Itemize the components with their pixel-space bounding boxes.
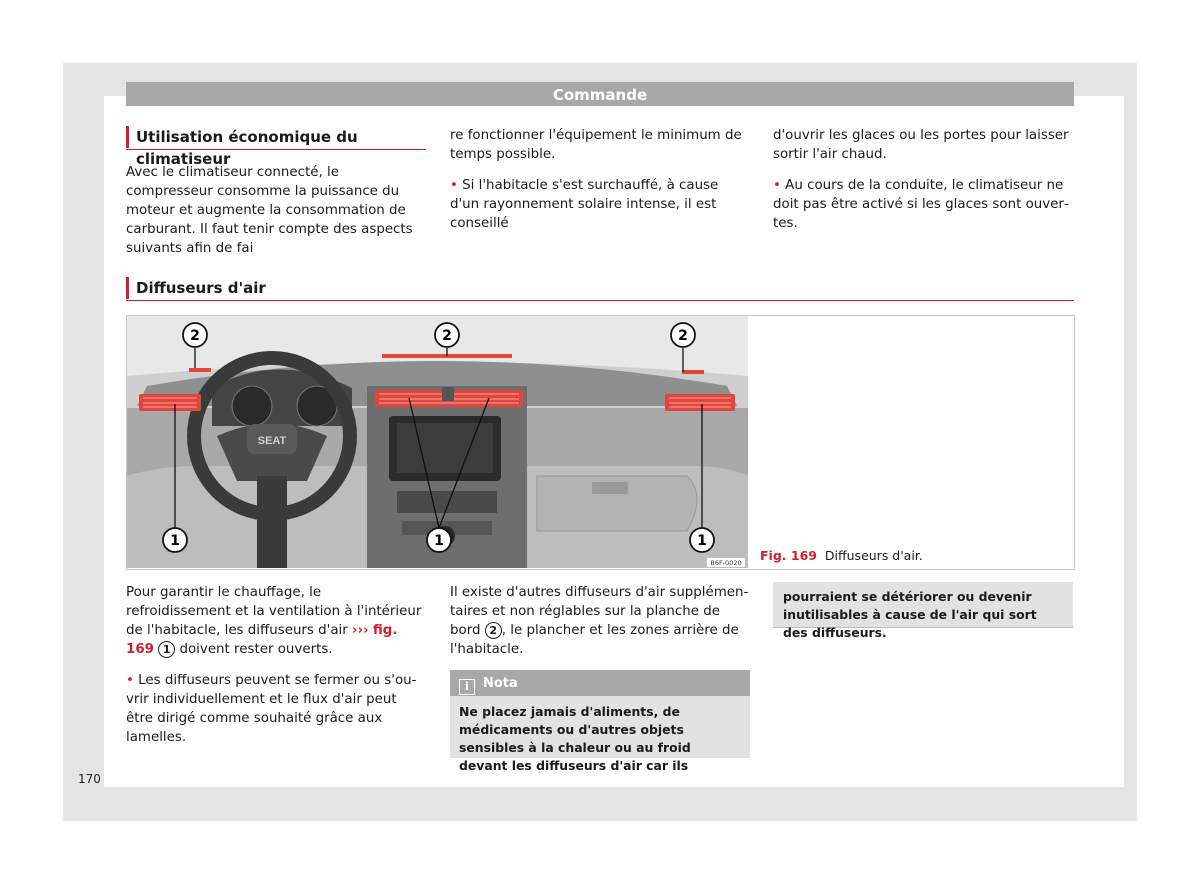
paragraph-text: , le plancher et les zones arrière de l'habitacle. [450, 623, 739, 657]
chapter-header: Commande [126, 82, 1074, 106]
bullet-text: Les diffuseurs peuvent se fermer ou s'ouvrir individuellement et le flux d'air peut être dirigé comme souhaité grâce aux lamelles. [126, 673, 417, 745]
continued-note-box [773, 582, 1073, 640]
callout-ref-1: 1 [158, 641, 175, 658]
callout-2-left: 2 [190, 328, 200, 344]
section-title-marker [126, 277, 129, 299]
paragraph-text: Pour garantir le chauffage, le refroidissement et la ventilation à l'intérieur de l'habitacle, les diffuseurs d'air [126, 585, 422, 638]
bullet-item [126, 671, 426, 747]
paragraph [450, 583, 750, 659]
section-title-diffuseurs [126, 277, 1074, 299]
paragraph: d'ouvrir les glaces ou les portes pour laisser sortir l'air chaud. [773, 128, 1069, 162]
callout-2-right: 2 [678, 328, 688, 344]
note-box [450, 670, 750, 773]
section-rule [126, 300, 1074, 301]
bullet-icon: • [450, 178, 458, 193]
bullet-item [773, 176, 1073, 233]
note-title: Nota [483, 676, 518, 691]
figure-label: Fig. 169 [760, 548, 817, 563]
paragraph-text: Il existe d'autres diffuseurs d'air supplémentaires et non réglables sur la planche de bord [450, 585, 749, 638]
note-header [450, 670, 750, 696]
callout-2-center: 2 [442, 328, 452, 344]
section1-column-3 [773, 126, 1073, 245]
bullet-icon: • [126, 673, 134, 688]
info-icon: i [459, 679, 475, 695]
dashboard-illustration [127, 316, 748, 568]
continued-note-text: pourraient se détériorer ou devenir inutilisables à cause de l'air qui sort des diffuseurs. [783, 589, 1037, 640]
section2-column-1 [126, 583, 426, 759]
figure-code: B6F-0020 [710, 559, 742, 567]
bullet-text: Au cours de la conduite, le climatiseur ne doit pas être activé si les glaces sont ouvertes. [773, 178, 1069, 231]
section1-column-2 [450, 126, 750, 245]
figure-caption [760, 548, 923, 563]
paragraph: re fonctionner l'équipement le minimum de temps possible. [450, 128, 742, 162]
bullet-item [450, 176, 750, 233]
note-body: Ne placez jamais d'aliments, de médicaments ou d'autres objets sensibles à la chaleur ou au froid devant les diffuseurs d'air car ils [459, 704, 691, 773]
section-title-marker [126, 126, 129, 148]
figure-caption-text: Diffuseurs d'air. [824, 548, 923, 563]
page-number: 170 [78, 772, 101, 786]
callout-1-center: 1 [434, 533, 444, 549]
paragraph-text: doivent rester ouverts. [179, 642, 333, 657]
bullet-text: Si l'habitacle s'est surchauffé, à cause d'un rayonnement solaire intense, il est conseillé [450, 178, 719, 231]
section-title-text: Utilisation économique du climatiseur [136, 128, 358, 168]
bullet-icon: • [773, 178, 781, 193]
section1-column-1 [126, 163, 426, 270]
callout-1-right: 1 [697, 533, 707, 549]
reference-arrows: ››› [352, 623, 369, 638]
callout-ref-2: 2 [485, 622, 502, 639]
section-rule [126, 149, 426, 150]
steering-wheel-logo: SEAT [257, 435, 287, 447]
section2-column-2 [450, 583, 750, 671]
paragraph [126, 583, 426, 659]
figure-reference-link[interactable]: fig. 169 [126, 623, 398, 657]
section-title-text: Diffuseurs d'air [136, 279, 266, 297]
callout-1-left: 1 [170, 533, 180, 549]
paragraph: Avec le climatiseur connecté, le compresseur consomme la puissance du moteur et augmente la consommation de carburant. Il faut tenir compte des aspects suivants afin de fai [126, 165, 413, 256]
